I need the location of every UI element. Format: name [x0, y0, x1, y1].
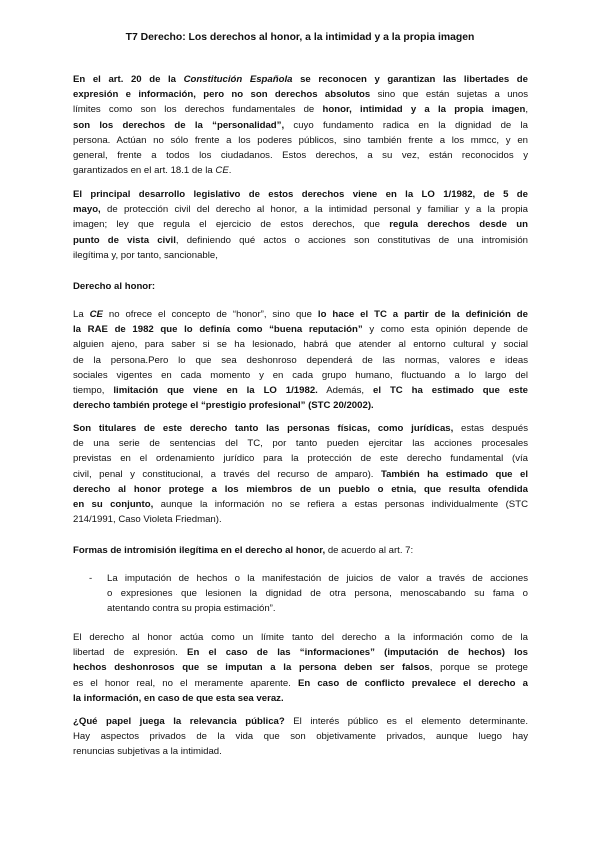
text-line: Son titulares de este derecho tanto las personas físicas, como jurídicas, estas después: [73, 423, 528, 434]
text-line: son los derechos de la “personalidad”, cuyo fundamento radica en la dignidad de la: [73, 119, 528, 131]
text-line: hechos deshonrosos que se imputan a la persona deben ser falsos, porque se protege: [73, 662, 528, 674]
text-line: renuncias subjetivas a la intimidad.: [73, 746, 222, 758]
document-title: T7 Derecho: Los derechos al honor, a la intimidad y a la propia imagen: [125, 32, 475, 43]
paragraph-formas-intromision: [73, 543, 528, 558]
text-line: civil, penal y constitucional, a través del recurso de amparo). También ha estimado que el: [73, 468, 529, 480]
text-line: derecho también protege el “prestigio profesional” (STC 20/2002).: [73, 400, 374, 412]
text-line: Hay aspectos privados de la vida que son objetivamente privados, aunque luego hay: [73, 731, 528, 743]
text-line: alguien ajeno, para saber si se ha lesionado, habrá que atender al entorno cultural y social: [73, 339, 528, 351]
text-line: punto de vista civil, definiendo qué actos o acciones son constitutivas de una intromisión: [73, 234, 528, 246]
paragraph-article-20: [73, 72, 528, 178]
bullet-item: [107, 571, 528, 617]
text-line: sociales vigentes en cada momento y en cada grupo humano, fluctuando a lo largo del: [73, 369, 528, 381]
paragraph-titulares: [73, 421, 528, 527]
text-line: mayo, de protección civil del derecho al honor, a la intimidad personal y familiar y a la propia: [73, 204, 528, 216]
text-line: la RAE de 1982 que lo definía como “buena reputación” y como esta opinión depende de: [73, 324, 528, 336]
text-line: La CE no ofrece el concepto de “honor”, sino que lo hace el TC a partir de la definición de: [73, 309, 528, 320]
text-line: 214/1991, Caso Violeta Friedman).: [73, 514, 222, 526]
paragraph-lo-1982: [73, 187, 528, 263]
paragraph-concept-honor: [73, 307, 528, 413]
text-line: en su conjunto, aunque la información no se refiera a estas personas individualmente (STC: [73, 498, 528, 510]
text-line: libertad de expresión. En el caso de las “informaciones” (imputación de hechos) los: [73, 647, 528, 659]
text-line: persona. Actúan no sólo frente a los poderes públicos, sino también frente a los mmcc, y en: [73, 134, 528, 146]
text-line: de una serie de sentencias del TC, por tanto pueden ejercitar las acciones procesales: [73, 438, 528, 450]
text-line: Formas de intromisión ilegítima en el derecho al honor, de acuerdo al art. 7:: [73, 545, 414, 556]
text-line: imagen; ley que regula el ejercicio de estos derechos, que regula derechos desde un: [73, 219, 528, 231]
text-line: ¿Qué papel juega la relevancia pública? El interés público es el elemento determinante.: [73, 716, 528, 727]
text-line: previstas en el ordenamiento jurídico para la protección de este derecho fundamental (vía: [73, 453, 528, 465]
section-heading-honor: Derecho al honor:: [73, 281, 156, 292]
text-line: La imputación de hechos o la manifestación de juicios de valor a través de acciones: [107, 573, 528, 584]
text-line: general, frente a todos los ciudadanos. Estos derechos, a su vez, están reconocidos y: [73, 149, 528, 161]
text-line: tiempo, limitación que viene en la LO 1/1982. Además, el TC ha estimado que este: [73, 384, 528, 396]
text-line: la información, en caso de que esta sea veraz.: [73, 692, 284, 704]
text-line: El principal desarrollo legislativo de estos derechos viene en la LO 1/1982, de 5 de: [73, 189, 528, 200]
text-line: expresión e información, pero no son derechos absolutos sino que están sujetas a unos: [73, 89, 528, 101]
text-line: atentando contra su propia estimación”.: [107, 603, 276, 615]
text-line: garantizados en el art. 18.1 de la CE.: [73, 165, 232, 177]
text-line: o expresiones que lesionen la dignidad de otra persona, menoscabando su fama o: [107, 588, 528, 600]
paragraph-relevancia-publica: [73, 714, 528, 760]
text-line: derecho al honor protege a los miembros de un pueblo o etnia, que resulta ofendida: [73, 483, 528, 495]
text-line: límites como son los derechos fundamentales de honor, intimidad y a la propia imagen,: [73, 104, 528, 116]
text-line: ilegítima y, por tanto, sancionable,: [73, 249, 218, 261]
text-line: En el art. 20 de la Constitución Española se reconocen y garantizan las libertades de: [73, 74, 528, 85]
text-line: es el honor real, no el meramente aparente. En caso de conflicto prevalece el derecho a: [73, 677, 529, 689]
bullet-dash: -: [89, 573, 93, 584]
text-line: El derecho al honor actúa como un límite tanto del derecho a la información como de la: [73, 632, 528, 643]
paragraph-limite-informacion: [73, 630, 528, 706]
text-line: de la persona.Pero lo que sea deshonroso dependerá de las normas, valores e ideas: [73, 354, 528, 366]
